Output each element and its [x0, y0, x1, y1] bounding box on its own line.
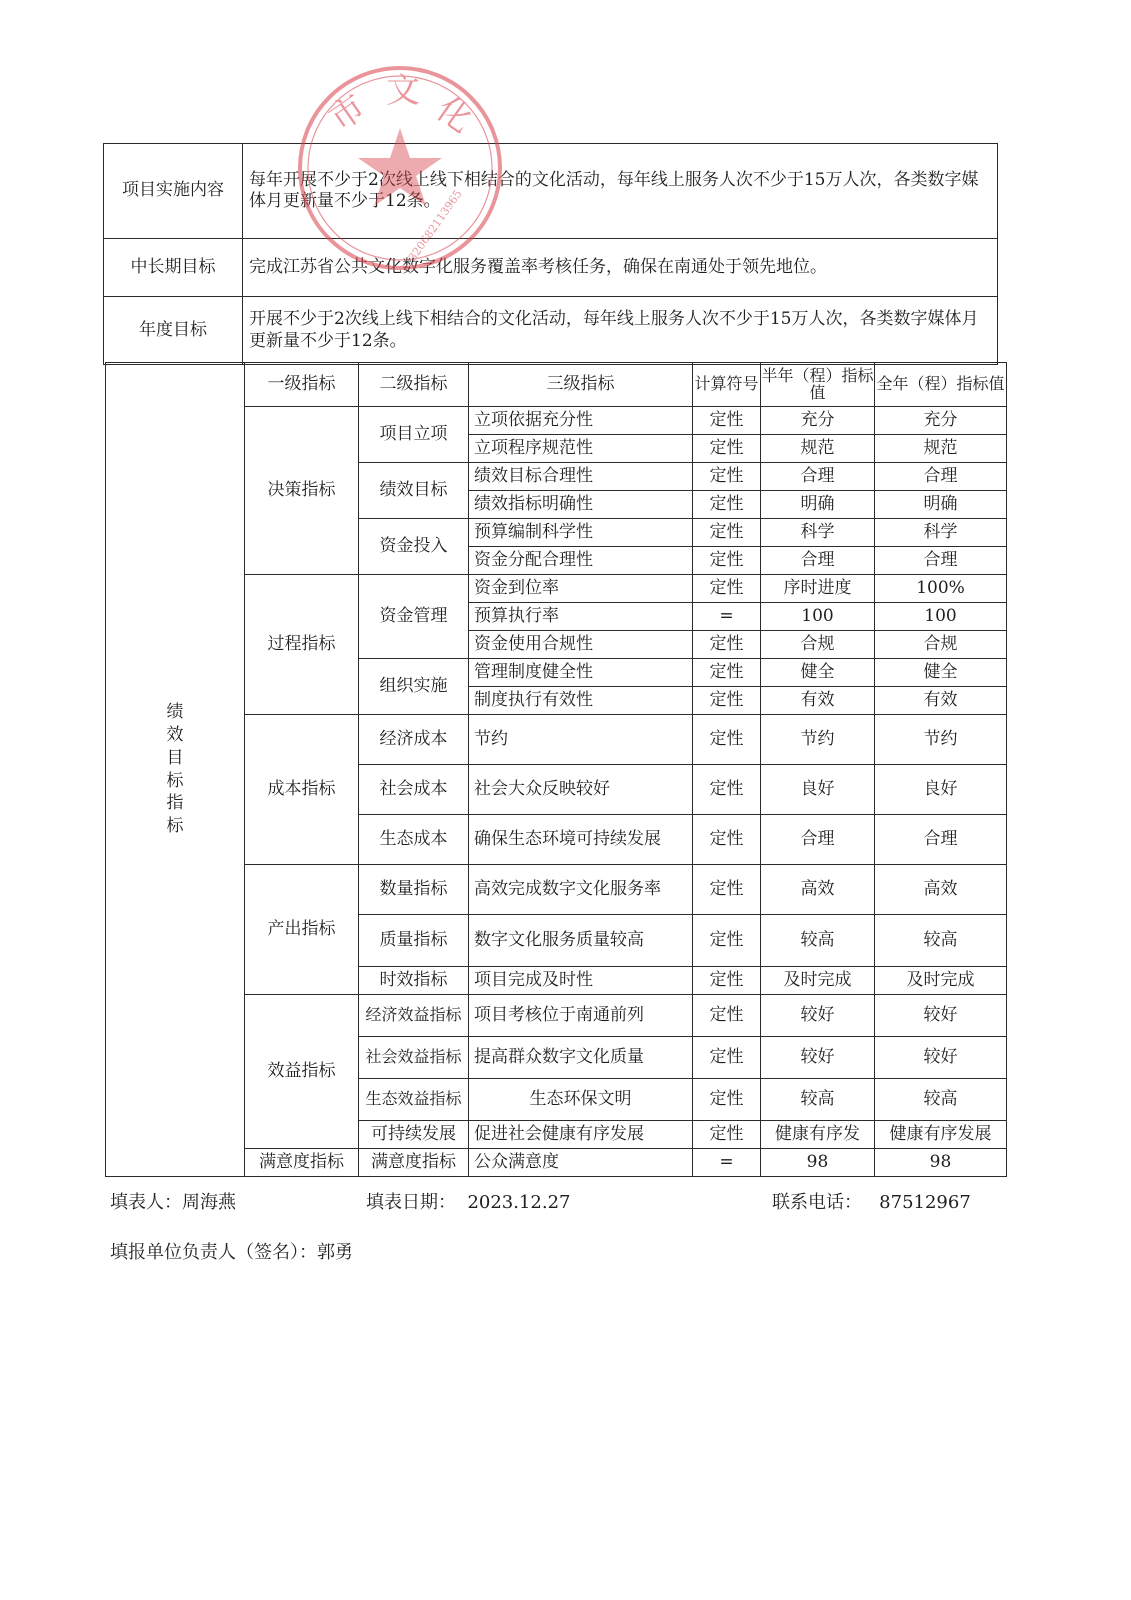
sub-name: 社会效益指标: [359, 1037, 469, 1079]
header-half: 半年（程）指标值: [761, 363, 875, 407]
symbol-cell: 定性: [693, 575, 761, 603]
symbol-cell: 定性: [693, 715, 761, 765]
l3-cell: 资金到位率: [469, 575, 693, 603]
header-l2: 二级指标: [359, 363, 469, 407]
svg-text:化: 化: [428, 88, 480, 141]
date-line: [366, 1188, 571, 1214]
l3-cell: 立项程序规范性: [469, 435, 693, 463]
full-cell: 合理: [875, 547, 1007, 575]
half-cell: 高效: [761, 865, 875, 915]
header-l3: 三级指标: [469, 363, 693, 407]
l3-cell: 高效完成数字文化服务率: [469, 865, 693, 915]
half-cell: 规范: [761, 435, 875, 463]
svg-text:市: 市: [322, 87, 374, 140]
half-cell: 健全: [761, 659, 875, 687]
group-name: 成本指标: [245, 715, 359, 865]
l3-cell: 提高群众数字文化质量: [469, 1037, 693, 1079]
filler-label: 填表人：: [110, 1192, 182, 1213]
full-cell: 较高: [875, 915, 1007, 967]
l3-cell: 预算执行率: [469, 603, 693, 631]
full-cell: 合理: [875, 815, 1007, 865]
leader-line: [110, 1238, 353, 1264]
full-cell: 100: [875, 603, 1007, 631]
l3-cell: 绩效指标明确性: [469, 491, 693, 519]
symbol-cell: 定性: [693, 659, 761, 687]
half-cell: 健康有序发: [761, 1121, 875, 1149]
symbol-cell: 定性: [693, 463, 761, 491]
half-cell: 合理: [761, 815, 875, 865]
sub-name: 数量指标: [359, 865, 469, 915]
full-cell: 合理: [875, 463, 1007, 491]
half-cell: 有效: [761, 687, 875, 715]
half-cell: 节约: [761, 715, 875, 765]
half-cell: 较好: [761, 995, 875, 1037]
full-cell: 明确: [875, 491, 1007, 519]
sub-name: 经济效益指标: [359, 995, 469, 1037]
l3-cell: 项目考核位于南通前列: [469, 995, 693, 1037]
half-cell: 科学: [761, 519, 875, 547]
date-value: 2023.12.27: [467, 1192, 571, 1213]
sub-name: 生态成本: [359, 815, 469, 865]
leader-name: 郭勇: [317, 1242, 353, 1263]
half-cell: 合规: [761, 631, 875, 659]
l3-cell: 项目完成及时性: [469, 967, 693, 995]
l3-cell: 生态环保文明: [469, 1079, 693, 1121]
full-cell: 较好: [875, 1037, 1007, 1079]
l3-cell: 数字文化服务质量较高: [469, 915, 693, 967]
symbol-cell: 定性: [693, 519, 761, 547]
symbol-cell: 定性: [693, 1121, 761, 1149]
l3-cell: 公众满意度: [469, 1149, 693, 1177]
performance-indicator-table: [105, 362, 1007, 1177]
sub-name: 时效指标: [359, 967, 469, 995]
half-cell: 合理: [761, 547, 875, 575]
project-summary-table: [103, 143, 998, 365]
symbol-cell: =: [693, 1149, 761, 1177]
annual-goal-label: 年度目标: [104, 297, 243, 365]
full-cell: 100%: [875, 575, 1007, 603]
svg-text:文: 文: [386, 71, 420, 111]
header-full: 全年（程）指标值: [875, 363, 1007, 407]
annual-goal-text: 开展不少于2次线上线下相结合的文化活动，每年线上服务人次不少于15万人次，各类数字媒体月更新量不少于12条。: [243, 297, 998, 365]
l3-cell: 社会大众反映较好: [469, 765, 693, 815]
symbol-cell: 定性: [693, 547, 761, 575]
phone-line: [772, 1188, 971, 1214]
l3-cell: 资金分配合理性: [469, 547, 693, 575]
symbol-cell: 定性: [693, 967, 761, 995]
full-cell: 合规: [875, 631, 1007, 659]
full-cell: 98: [875, 1149, 1007, 1177]
half-cell: 良好: [761, 765, 875, 815]
full-cell: 健康有序发展: [875, 1121, 1007, 1149]
leader-label: 填报单位负责人（签名）：: [110, 1242, 317, 1263]
l3-cell: 预算编制科学性: [469, 519, 693, 547]
symbol-cell: 定性: [693, 915, 761, 967]
full-cell: 节约: [875, 715, 1007, 765]
l3-cell: 确保生态环境可持续发展: [469, 815, 693, 865]
project-content-label: 项目实施内容: [104, 144, 243, 239]
sub-name: 经济成本: [359, 715, 469, 765]
symbol-cell: =: [693, 603, 761, 631]
symbol-cell: 定性: [693, 631, 761, 659]
half-cell: 明确: [761, 491, 875, 519]
filler-line: [110, 1188, 236, 1214]
full-cell: 高效: [875, 865, 1007, 915]
half-cell: 及时完成: [761, 967, 875, 995]
symbol-cell: 定性: [693, 995, 761, 1037]
symbol-cell: 定性: [693, 407, 761, 435]
sub-name: 满意度指标: [359, 1149, 469, 1177]
l3-cell: 资金使用合规性: [469, 631, 693, 659]
sub-name: 社会成本: [359, 765, 469, 815]
full-cell: 及时完成: [875, 967, 1007, 995]
half-cell: 合理: [761, 463, 875, 491]
indicator-side-label: 绩 效 目 标 指 标: [106, 363, 245, 1177]
date-label: 填表日期：: [366, 1192, 456, 1213]
long-term-goal-label: 中长期目标: [104, 239, 243, 297]
phone-label: 联系电话：: [772, 1192, 862, 1213]
sub-name: 资金投入: [359, 519, 469, 575]
symbol-cell: 定性: [693, 815, 761, 865]
group-name: 产出指标: [245, 865, 359, 995]
half-cell: 充分: [761, 407, 875, 435]
full-cell: 规范: [875, 435, 1007, 463]
full-cell: 充分: [875, 407, 1007, 435]
symbol-cell: 定性: [693, 687, 761, 715]
l3-cell: 节约: [469, 715, 693, 765]
group-name: 满意度指标: [245, 1149, 359, 1177]
svg-text:320682113965: 320682113965: [405, 187, 465, 264]
symbol-cell: 定性: [693, 1037, 761, 1079]
filler-name: 周海燕: [182, 1192, 236, 1213]
full-cell: 健全: [875, 659, 1007, 687]
group-name: 效益指标: [245, 995, 359, 1149]
phone-value: 87512967: [879, 1192, 971, 1213]
symbol-cell: 定性: [693, 491, 761, 519]
project-content-text: 每年开展不少于2次线上线下相结合的文化活动，每年线上服务人次不少于15万人次，各类数字媒体月更新量不少于12条。: [243, 144, 998, 239]
long-term-goal-text: 完成江苏省公共文化数字化服务覆盖率考核任务，确保在南通处于领先地位。: [243, 239, 998, 297]
sub-name: 可持续发展: [359, 1121, 469, 1149]
group-name: 过程指标: [245, 575, 359, 715]
symbol-cell: 定性: [693, 765, 761, 815]
half-cell: 较高: [761, 915, 875, 967]
sub-name: 生态效益指标: [359, 1079, 469, 1121]
symbol-cell: 定性: [693, 435, 761, 463]
sub-name: 组织实施: [359, 659, 469, 715]
half-cell: 100: [761, 603, 875, 631]
half-cell: 较高: [761, 1079, 875, 1121]
full-cell: 有效: [875, 687, 1007, 715]
sub-name: 质量指标: [359, 915, 469, 967]
full-cell: 良好: [875, 765, 1007, 815]
group-name: 决策指标: [245, 407, 359, 575]
header-symbol: 计算符号: [693, 363, 761, 407]
sub-name: 项目立项: [359, 407, 469, 463]
symbol-cell: 定性: [693, 1079, 761, 1121]
l3-cell: 促进社会健康有序发展: [469, 1121, 693, 1149]
sub-name: 资金管理: [359, 575, 469, 659]
symbol-cell: 定性: [693, 865, 761, 915]
l3-cell: 绩效目标合理性: [469, 463, 693, 491]
sub-name: 绩效目标: [359, 463, 469, 519]
full-cell: 较高: [875, 1079, 1007, 1121]
header-l1: 一级指标: [245, 363, 359, 407]
l3-cell: 立项依据充分性: [469, 407, 693, 435]
half-cell: 较好: [761, 1037, 875, 1079]
l3-cell: 管理制度健全性: [469, 659, 693, 687]
full-cell: 科学: [875, 519, 1007, 547]
full-cell: 较好: [875, 995, 1007, 1037]
half-cell: 98: [761, 1149, 875, 1177]
l3-cell: 制度执行有效性: [469, 687, 693, 715]
half-cell: 序时进度: [761, 575, 875, 603]
